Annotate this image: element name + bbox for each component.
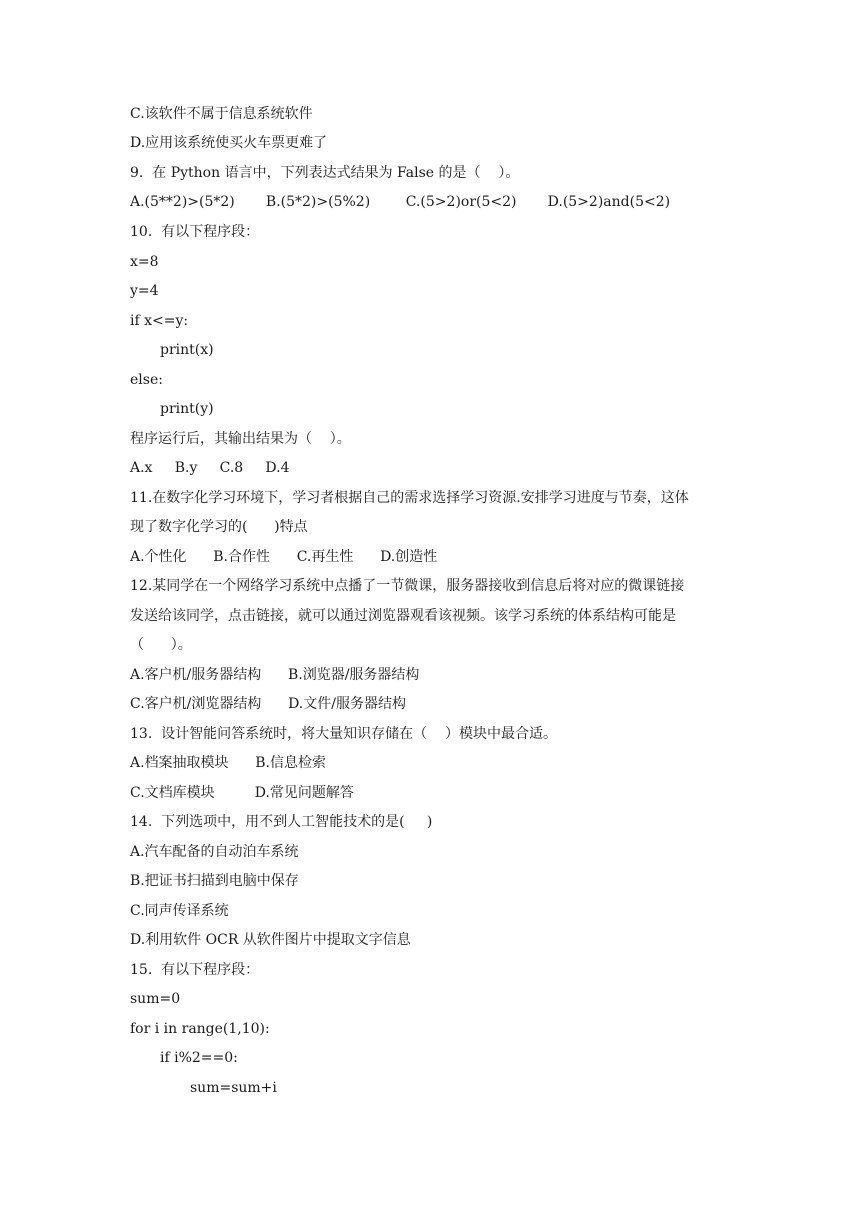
code-line: else:: [130, 372, 163, 388]
option-d-q14: D.利用软件 OCR 从软件图片中提取文字信息: [130, 932, 411, 948]
options-q9: A.(5**2)>(5*2) B.(5*2)>(5%2) C.(5>2)or(5<2) D.(5>2)and(5<2): [130, 194, 671, 210]
options-q13-ab: A.档案抽取模块 B.信息检索: [130, 755, 326, 771]
options-q12-ab: A.客户机/服务器结构 B.浏览器/服务器结构: [130, 667, 420, 683]
option-d-q8: D.应用该系统使买火车票更难了: [130, 135, 328, 151]
code-line: if i%2==0:: [160, 1050, 238, 1066]
question-15: 15. 有以下程序段：: [130, 962, 260, 978]
option-c-q14: C.同声传译系统: [130, 903, 229, 919]
question-13: 13. 设计智能问答系统时，将大量知识存储在（ ）模块中最合适。: [130, 726, 557, 742]
option-b-q14: B.把证书扫描到电脑中保存: [130, 873, 299, 889]
code-line: if x<=y:: [130, 313, 189, 329]
question-12-line1: 12.某同学在一个网络学习系统中点播了一节微课，服务器接收到信息后将对应的微课链接: [130, 578, 685, 594]
code-line: sum=sum+i: [190, 1080, 277, 1096]
question-9: 9. 在 Python 语言中，下列表达式结果为 False 的是（ ）。: [130, 165, 520, 181]
question-10: 10. 有以下程序段：: [130, 224, 260, 240]
options-q11: A.个性化 B.合作性 C.再生性 D.创造性: [130, 549, 438, 565]
code-line: for i in range(1,10):: [130, 1021, 270, 1037]
options-q12-cd: C.客户机/浏览器结构 D.文件/服务器结构: [130, 696, 406, 712]
question-11-line1: 11.在数字化学习环境下，学习者根据自己的需求选择学习资源.安排学习进度与节奏，这体: [130, 490, 689, 506]
question-10-prompt: 程序运行后，其输出结果为（ ）。: [130, 431, 351, 447]
code-line: print(y): [160, 401, 214, 417]
code-line: x=8: [130, 254, 159, 270]
question-12-line3: （ ）。: [130, 637, 192, 653]
question-11-line2: 现了数字化学习的( )特点: [130, 519, 308, 535]
options-q10: A.x B.y C.8 D.4: [130, 460, 290, 476]
option-c-q8: C.该软件不属于信息系统软件: [130, 106, 313, 122]
code-line: print(x): [160, 342, 214, 358]
code-line: sum=0: [130, 991, 181, 1007]
question-14: 14. 下列选项中，用不到人工智能技术的是( ): [130, 814, 433, 830]
options-q13-cd: C.文档库模块 D.常见问题解答: [130, 785, 354, 801]
option-a-q14: A.汽车配备的自动泊车系统: [130, 844, 299, 860]
question-12-line2: 发送给该同学，点击链接，就可以通过浏览器观看该视频。该学习系统的体系结构可能是: [130, 608, 676, 624]
code-line: y=4: [130, 283, 159, 299]
